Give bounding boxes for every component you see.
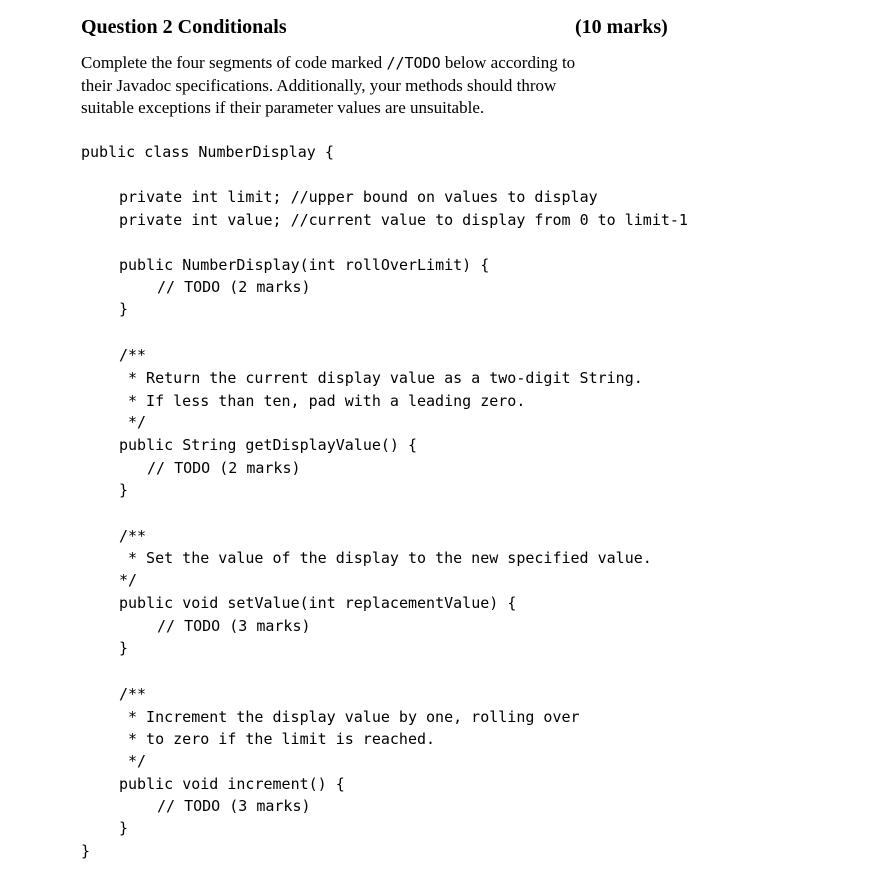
intro-line-2: their Javadoc specifications. Additionally, your methods should throw (81, 76, 557, 95)
javadoc-close: */ (128, 752, 147, 770)
increment-signature: public void increment() { (119, 775, 345, 793)
class-declaration: public class NumberDisplay { (81, 143, 334, 161)
javadoc-line: * Return the current display value as a two-digit String. (128, 369, 643, 387)
set-value-signature: public void setValue(int replacementValue) { (119, 594, 517, 612)
intro-text: Complete the four segments of code marked (81, 53, 387, 72)
javadoc-line: * Increment the display value by one, rolling over (128, 708, 580, 726)
get-display-value-close: } (119, 481, 129, 499)
get-display-value-signature: public String getDisplayValue() { (119, 436, 418, 454)
javadoc-line: * Set the value of the display to the new specified value. (128, 549, 652, 567)
increment-close: } (119, 819, 129, 837)
constructor-close: } (119, 300, 129, 318)
question-marks: (10 marks) (575, 16, 668, 38)
javadoc-line: * to zero if the limit is reached. (128, 730, 436, 748)
intro-text: below according to (440, 53, 576, 72)
javadoc-close: */ (128, 413, 147, 431)
todo-marker: //TODO (386, 54, 441, 72)
intro-line-1 (81, 53, 575, 73)
field-value: private int value; //current value to display from 0 to limit-1 (119, 211, 688, 229)
constructor-signature: public NumberDisplay(int rollOverLimit) { (119, 256, 490, 274)
increment-todo: // TODO (3 marks) (157, 797, 311, 815)
javadoc-open: /** (119, 346, 147, 364)
set-value-close: } (119, 639, 129, 657)
set-value-todo: // TODO (3 marks) (157, 617, 311, 635)
javadoc-line: * If less than ten, pad with a leading zero. (128, 392, 526, 410)
field-limit: private int limit; //upper bound on values to display (119, 188, 598, 206)
javadoc-open: /** (119, 527, 147, 545)
constructor-todo: // TODO (2 marks) (157, 278, 311, 296)
get-display-value-todo: // TODO (2 marks) (147, 459, 301, 477)
intro-line-3: suitable exceptions if their parameter values are unsuitable. (81, 98, 485, 117)
javadoc-close: */ (119, 571, 138, 589)
question-title: Question 2 Conditionals (81, 16, 287, 38)
javadoc-open: /** (119, 685, 147, 703)
class-close: } (81, 842, 91, 860)
